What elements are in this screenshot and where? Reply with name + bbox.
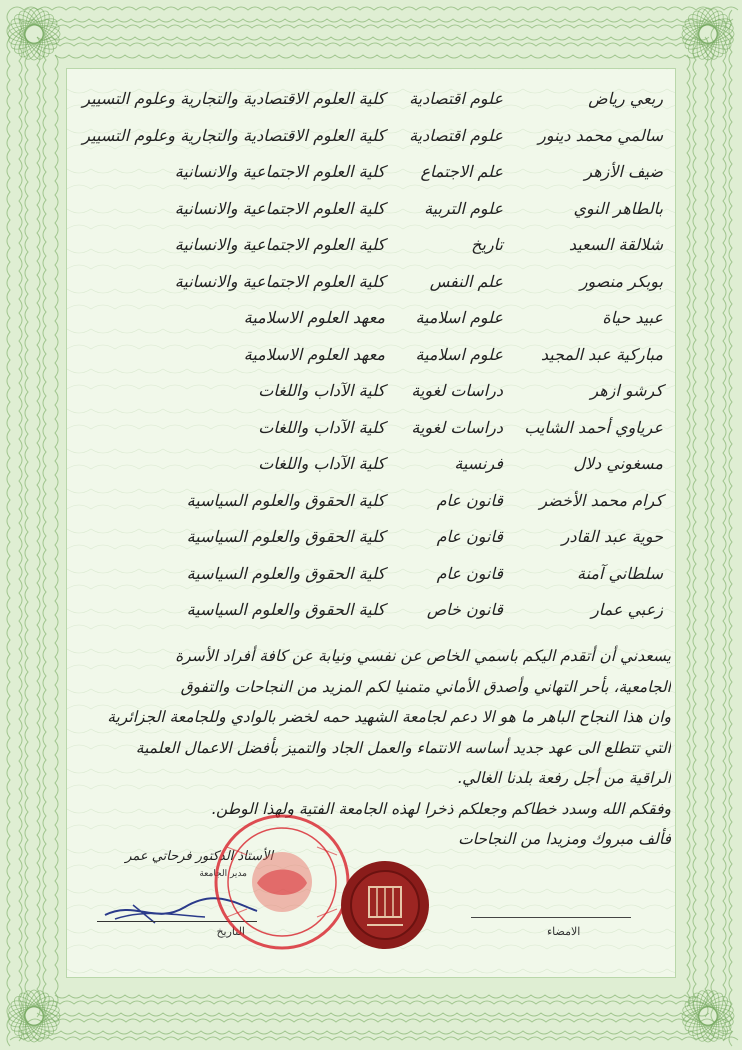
graduate-row <box>67 302 675 332</box>
graduate-row <box>67 120 675 150</box>
graduate-faculty: معهد العلوم الاسلامية <box>243 344 385 364</box>
graduate-specialty: فرنسية <box>454 454 503 473</box>
graduate-specialty: قانون عام <box>436 563 503 583</box>
graduate-faculty: كلية الحقوق والعلوم السياسية <box>186 563 385 583</box>
graduate-row <box>67 558 675 588</box>
graduate-faculty: كلية الآداب واللغات <box>258 417 385 437</box>
graduate-row <box>67 594 675 624</box>
graduate-faculty: كلية الحقوق والعلوم السياسية <box>186 600 385 619</box>
graduate-specialty: علوم التربية <box>424 198 503 218</box>
graduate-faculty: كلية الآداب واللغات <box>258 454 385 473</box>
graduate-faculty: معهد العلوم الاسلامية <box>243 308 385 327</box>
graduate-specialty: دراسات لغوية <box>411 417 503 437</box>
wax-seal <box>335 855 435 955</box>
graduate-name: كرشو ازهر <box>590 381 663 400</box>
graduate-specialty: علوم اقتصادية <box>409 125 503 145</box>
date-label: التاريخ <box>216 925 245 938</box>
graduate-specialty: علم الاجتماع <box>420 162 503 181</box>
graduate-name: بوبكر منصور <box>579 271 663 291</box>
graduate-specialty: قانون عام <box>436 527 503 546</box>
graduate-name: مباركية عبد المجيد <box>540 344 663 364</box>
graduate-faculty: كلية العلوم الاجتماعية والانسانية <box>174 198 385 218</box>
closing-line: يسعدني أن أتقدم اليكم باسمي الخاص عن نفسي ونيابة عن كافة أفراد الأسرة <box>175 647 671 665</box>
graduate-row <box>67 375 675 405</box>
signature-line-2 <box>471 917 631 918</box>
closing-line: فألف مبروك ومزيدا من النجاحات <box>458 830 671 848</box>
graduate-faculty: كلية العلوم الاجتماعية والانسانية <box>174 235 385 254</box>
closing-line: الراقية من أجل رفعة بلدنا الغالي. <box>457 769 671 787</box>
graduate-specialty: علم النفس <box>429 271 503 291</box>
graduate-row <box>67 485 675 515</box>
graduate-name: حوية عبد القادر <box>561 527 663 546</box>
graduate-name: زعبي عمار <box>591 600 663 619</box>
graduate-faculty: كلية العلوم الاقتصادية والتجارية وعلوم التسيير <box>82 125 385 145</box>
graduate-specialty: علوم اقتصادية <box>409 89 503 108</box>
closing-message <box>81 641 671 855</box>
graduate-specialty: علوم اسلامية <box>415 344 503 364</box>
closing-line: وفقكم الله وسدد خطاكم وجعلكم ذخرا لهذه الجامعة الفتية ولهذا الوطن. <box>211 799 671 818</box>
graduate-row <box>67 193 675 223</box>
graduate-name: مسغوني دلال <box>573 454 663 473</box>
graduate-name: سالمي محمد دينور <box>538 125 663 145</box>
graduate-name: شلالقة السعيد <box>568 235 663 254</box>
graduate-row <box>67 83 675 113</box>
graduate-faculty: كلية الحقوق والعلوم السياسية <box>186 490 385 510</box>
graduate-name: ربعي رياض <box>588 89 663 108</box>
closing-line: الجامعية، بأحر التهاني وأصدق الأماني متمنيا لكم المزيد من النجاحات والتفوق <box>180 677 671 696</box>
graduate-row <box>67 521 675 551</box>
graduate-row <box>67 266 675 296</box>
signatory-name: الأستاذ الدكتور فرحاتي عمر <box>125 849 273 864</box>
graduate-name: سلطاني آمنة <box>577 563 663 583</box>
closing-line: وان هذا النجاح الباهر ما هو الا دعم لجامعة الشهيد حمه لخضر بالوادي وللجامعة الجزائرية <box>107 708 671 726</box>
graduate-specialty: علوم اسلامية <box>415 308 503 327</box>
graduate-faculty: كلية العلوم الاجتماعية والانسانية <box>174 162 385 181</box>
graduate-faculty: كلية الآداب واللغات <box>258 381 385 400</box>
signatory-role: مدير الجامعة <box>199 869 247 879</box>
graduate-name: كرام محمد الأخضر <box>539 490 663 510</box>
graduate-name: عرياوي أحمد الشايب <box>524 417 663 437</box>
graduate-faculty: كلية العلوم الاقتصادية والتجارية وعلوم التسيير <box>82 89 385 108</box>
graduate-faculty: كلية العلوم الاجتماعية والانسانية <box>174 271 385 291</box>
graduate-specialty: دراسات لغوية <box>411 381 503 400</box>
graduate-name: ضيف الأزهر <box>584 162 663 181</box>
graduate-specialty: قانون خاص <box>426 600 503 619</box>
closing-line: التي تتطلع الى عهد جديد أساسه الانتماء والعمل الجاد والتميز بأفضل الاعمال العلمية <box>135 738 671 757</box>
graduate-row <box>67 229 675 259</box>
graduate-name: بالطاهر النوي <box>573 198 663 218</box>
sign-label: الامضاء <box>547 925 581 938</box>
graduate-row <box>67 412 675 442</box>
graduate-row <box>67 339 675 369</box>
graduate-specialty: تاريخ <box>471 235 503 254</box>
graduate-row <box>67 156 675 186</box>
certificate-body <box>66 68 676 978</box>
graduate-faculty: كلية الحقوق والعلوم السياسية <box>186 527 385 546</box>
graduate-row <box>67 448 675 478</box>
graduate-specialty: قانون عام <box>436 490 503 510</box>
graduate-name: عبيد حياة <box>602 308 663 327</box>
